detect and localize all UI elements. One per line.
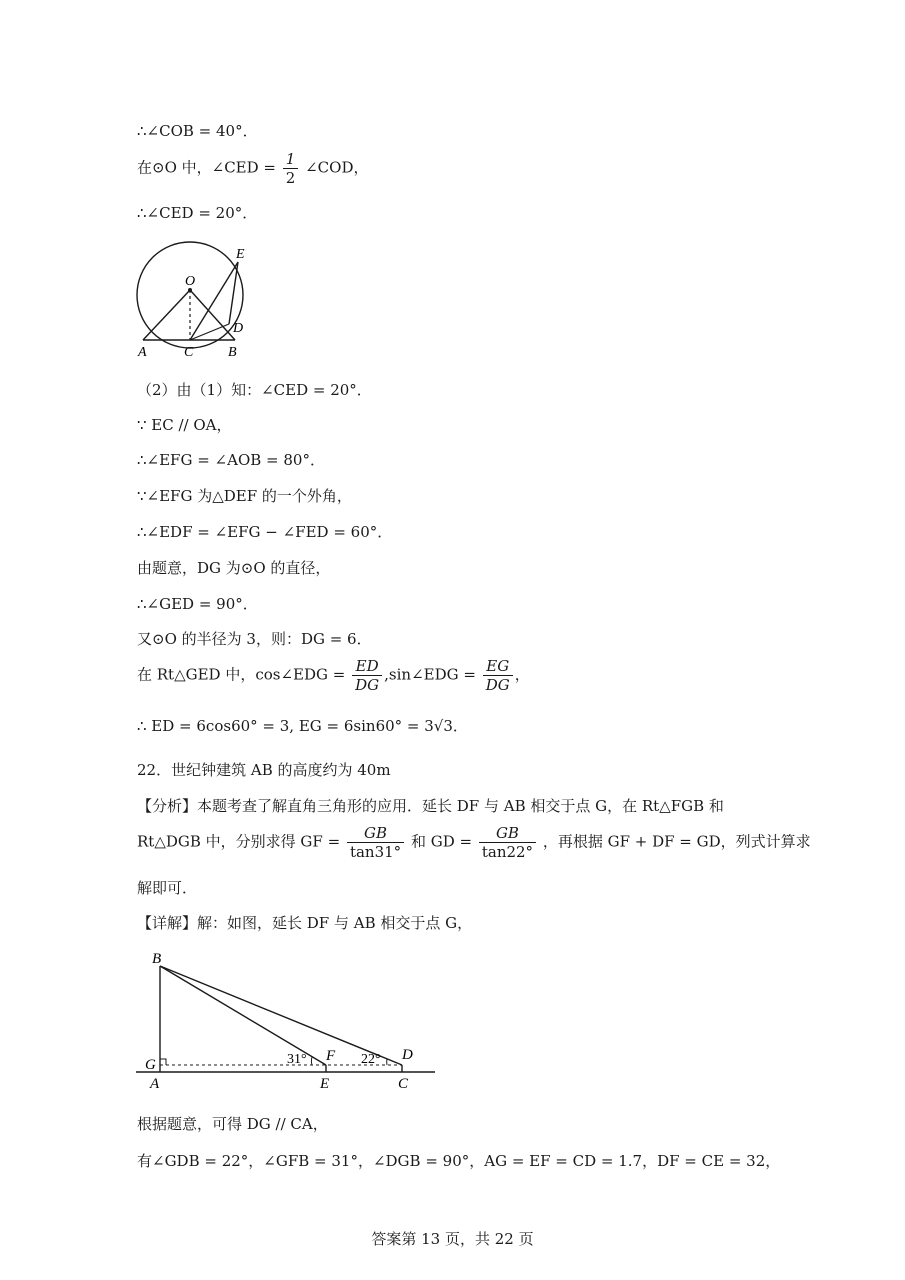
label-o: O: [185, 274, 196, 289]
line-ged: ∴∠GED = 90°．: [137, 595, 258, 613]
line-result: ∴ ED = 6cos60° = 3, EG = 6sin60° = 3√3．: [137, 717, 468, 735]
segment-ed: [229, 262, 238, 324]
analysis-line-2: Rt△DGB 中，分别求得 GF = $\frac{GB}{\tan 31^\circ}$ 和 GD = $\frac{GB}{\tan 22^\circ}$ ，再根据 GF + DF = GD，列式计算求: [137, 824, 811, 861]
segment-cd: [190, 324, 229, 340]
solution-line-2: 有∠GDB = 22°，∠GFB = 31°，∠DGB = 90°，AG = EF = CD = 1.7，DF = CE = 32，: [137, 1152, 781, 1170]
line-ec-parallel: ∵ EC // OA，: [137, 416, 232, 434]
analysis-line-1: 【分析】本题考查了解直角三角形的应用．延长 DF 与 AB 相交于点 G，在 Rt△FGB 和: [137, 797, 724, 815]
fraction-gb-tan31: $\frac{GB}{\tan 31^\circ}$: [347, 824, 404, 861]
label-c: C: [184, 345, 194, 360]
solution-line-1: 根据题意，可得 DG // CA，: [137, 1115, 328, 1133]
tower-figure: [130, 945, 440, 1095]
line-ced-20: ∴∠CED = 20°．: [137, 204, 258, 222]
segment-oa: [143, 290, 190, 340]
label-e: E: [236, 247, 245, 262]
page-footer: 答案第 13 页，共 22 页: [371, 1230, 534, 1248]
fraction-eg-dg: $\frac{EG}{DG}$: [483, 657, 513, 694]
label-angle-22: 22°: [361, 1052, 381, 1067]
fraction-ed-dg: $\frac{ED}{DG}$: [352, 657, 382, 694]
line-radius: 又⊙O 的半径为 3，则：DG = 6．: [137, 630, 372, 648]
label-b: B: [152, 951, 162, 967]
right-angle-mark: [160, 1059, 166, 1065]
segment-bf: [160, 966, 326, 1065]
label-d: D: [233, 321, 244, 336]
line-efg: ∴∠EFG = ∠AOB = 80°．: [137, 451, 325, 469]
segment-bd: [160, 966, 402, 1065]
label-f: F: [326, 1048, 336, 1064]
label-d: D: [402, 1047, 413, 1063]
analysis-line-3: 解即可．: [137, 879, 198, 897]
angle-arc-31: [311, 1057, 312, 1065]
label-angle-31: 31°: [287, 1052, 307, 1067]
fraction-half: $\frac{1}{2}$: [283, 150, 299, 187]
line-diameter: 由题意，DG 为⊙O 的直径，: [137, 559, 331, 577]
segment-ob: [190, 290, 235, 340]
label-c: C: [398, 1076, 409, 1092]
question-22: 22．世纪钟建筑 AB 的高度约为 40m: [137, 761, 391, 779]
line-edf: ∴∠EDF = ∠EFG − ∠FED = 60°．: [137, 523, 393, 541]
line-trig: 在 Rt△GED 中，cos∠EDG = $\frac{ED}{DG}$ ,sin∠EDG = $\frac{EG}{DG}$ ，: [137, 657, 530, 694]
detail-line-1: 【详解】解：如图，延长 DF 与 AB 相交于点 G，: [137, 914, 473, 932]
label-e: E: [320, 1076, 330, 1092]
line-exterior-angle: ∵∠EFG 为△DEF 的一个外角，: [137, 487, 352, 505]
line-ced-half-cod: 在⊙O 中，∠CED = $\frac{1}{2}$ ∠COD，: [137, 150, 369, 187]
label-g: G: [145, 1057, 156, 1073]
fraction-gb-tan22: $\frac{GB}{\tan 22^\circ}$: [479, 824, 536, 861]
label-a: A: [150, 1076, 160, 1092]
line-part2: （2）由（1）知：∠CED = 20°．: [137, 381, 372, 399]
label-b: B: [228, 345, 237, 360]
label-a: A: [138, 345, 147, 360]
circle-figure: [130, 240, 260, 365]
line-cob: ∴∠COB = 40°．: [137, 122, 258, 140]
